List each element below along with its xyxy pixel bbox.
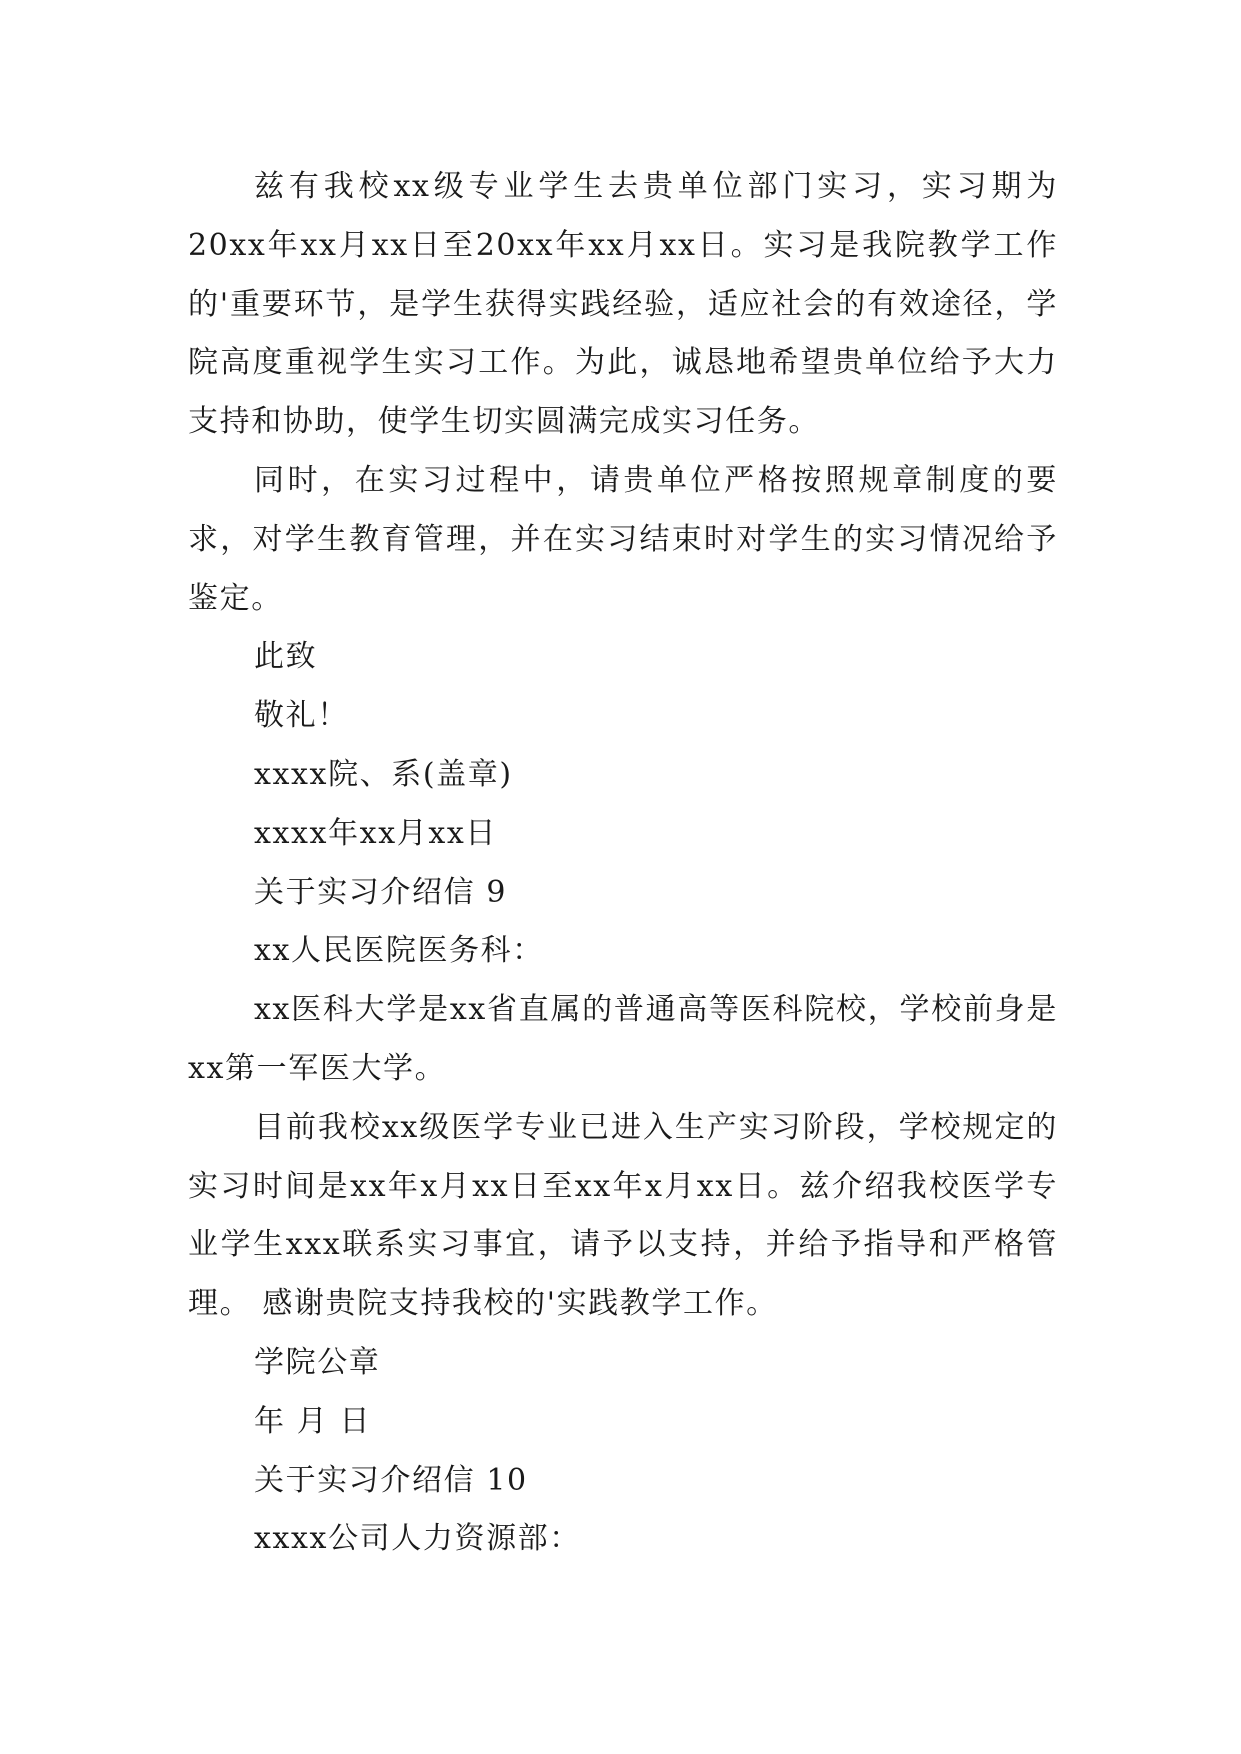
signature-department: xxxx院、系(盖章) [254,756,513,792]
letter-heading-9: 关于实习介绍信 9 [254,874,508,910]
salutation-hr-department: xxxx公司人力资源部： [254,1521,581,1557]
paragraph-internship-period: 兹有我校xx级专业学生去贵单位部门实习，实习期为20xx年xx月xx日至20xx年xx月xx日。实习是我院教学工作的'重要环节，是学生获得实践经验，适应社会的有效途径，学院高度重视学生实习工作。为此，诚恳地希望贵单位给予大力支持和协助，使学生切实圆满完成实习任务。 [188,169,1058,440]
signature-date: xxxx年xx月xx日 [254,815,497,851]
paragraph-evaluation-request: 同时，在实习过程中，请贵单位严格按照规章制度的要求，对学生教育管理，并在实习结束时对学生的实习情况给予鉴定。 [188,462,1058,616]
closing-line-2: 敬礼！ [254,698,349,734]
salutation-hospital: xx人民医院医务科： [254,933,544,969]
closing-line-1: 此致 [254,639,318,675]
letter-heading-10: 关于实习介绍信 10 [254,1462,528,1498]
paragraph-university-intro: xx医科大学是xx省直属的普通高等医科院校，学校前身是xx第一军医大学。 [188,992,1058,1086]
paragraph-internship-request: 目前我校xx级医学专业已进入生产实习阶段，学校规定的实习时间是xx年x月xx日至xx年x月xx日。兹介绍我校医学专业学生xxx联系实习事宜，请予以支持，并给予指导和严格管理。 感谢贵院支持我校的'实践教学工作。 [188,1109,1058,1322]
document-body [188,158,1058,1569]
college-seal: 学院公章 [254,1344,381,1380]
date-placeholder: 年 月 日 [254,1403,372,1439]
